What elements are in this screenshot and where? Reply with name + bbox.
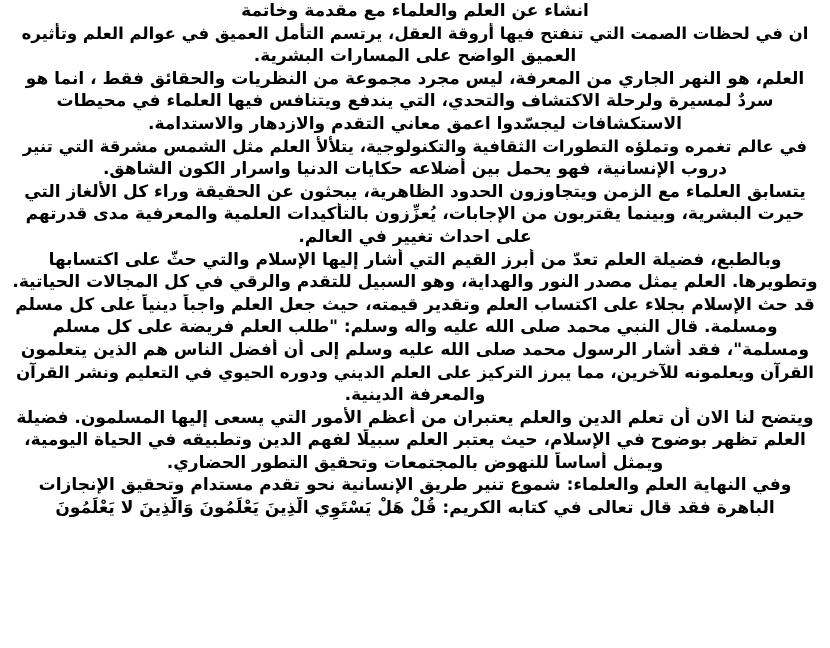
- text-line: دروب الإنسانية، فهو يحمل بين أضلاعه حكايات الدنيا واسرار الكون الشاهق.: [102, 159, 728, 180]
- text-line: العلم، هو النهر الجاري من المعرفة، ليس مجرد مجموعة من النظريات والحقائق فقط ، انما هو: [25, 68, 805, 89]
- text-line: ان في لحظات الصمت التي تنفتح فيها أروقة العقل، يرتسم التأمل العميق في عوالم العلم وتأثيره: [21, 23, 809, 43]
- text-line: سردٌ لمسيرة ولرحلة الاكتشاف والتحدي، التي يندفع ويتنافس فيها العلماء في محيطات: [56, 91, 774, 112]
- text-line: على احداث تغيير في العالم.: [298, 226, 532, 247]
- text-line: ويمثل أساساً للنهوض بالمجتمعات وتحقيق التطور الحضاري.: [166, 452, 664, 473]
- text-line: ومسلمة. قال النبي محمد صلى الله عليه واله وسلم: "طلب العلم فريضة على كل مسلم: [52, 317, 778, 338]
- text-line: وفي النهاية العلم والعلماء: شموع تنير طريق الإنسانية نحو تقدم مستدام وتحقيق الإنجازات: [38, 475, 792, 496]
- text-line: ومسلمة"، فقد أشار الرسول محمد صلى الله عليه وسلم إلى أن أفضل الناس هم الذين يتعلمون: [20, 339, 810, 360]
- text-line: والمعرفة الدينية.: [344, 385, 486, 406]
- text-line: يتسابق العلماء مع الزمن ويتجاوزون الحدود الظاهرية، يبحثون عن الحقيقة وراء كل الألغاز التي: [24, 181, 806, 202]
- text-line: الاستكشافات ليجسّدوا اعمق معاني التقدم والازدهار والاستدامة.: [148, 113, 682, 134]
- text-line: في عالم تغمره وتملؤه التطورات الثقافية والتكنولوجية، يتلألأ العلم مثل الشمس مشرقة التي تنير: [22, 136, 808, 156]
- text-line: الباهرة فقد قال تعالى في كتابه الكريم: قُلْ هَلْ يَسْتَوِي الَّذِينَ يَعْلَمُونَ وَالَّذِينَ لا يَعْلَمُونَ: [55, 498, 775, 519]
- document-title: انشاء عن العلم والعلماء مع مقدمة وخاتمة: [241, 1, 589, 21]
- text-line: ويتضح لنا الان أن تعلم الدين والعلم يعتبران من أعظم الأمور التي يسعى إليها المسلمون. فضيلة: [16, 407, 814, 428]
- text-line: وبالطبع، فضيلة العلم تعدّ من أبرز القيم التي أشار إليها الإسلام والتي حثّ على اكتسابها: [48, 249, 782, 270]
- text-line: العميق الواضح على المسارات البشرية.: [253, 46, 577, 67]
- text-line: العلم تظهر بوضوح في الإسلام، حيث يعتبر العلم سبيلًا لفهم الدين وتطبيقه في الحياة اليومية،: [24, 430, 806, 451]
- text-line: وتطويرها. العلم يمثل مصدر النور والهداية، وهو السبيل للتقدم والرقي في كل المجالات الحياتية.: [12, 272, 818, 293]
- text-line: قد حث الإسلام بجلاء على اكتساب العلم وتقدير قيمته، حيث جعل العلم واجباً دينياً على كل مسلم: [15, 294, 815, 315]
- text-line: القرآن ويعلمونه للآخرين، مما يبرز التركيز على العلم الديني ودوره الحيوي في التعليم ونشر القرآن: [16, 362, 814, 382]
- text-line: حيرت البشرية، وبينما يقتربون من الإجابات، يُعزِّزون بالتأكيدات العلمية والمعرفية مدى قدرتهم: [25, 204, 805, 225]
